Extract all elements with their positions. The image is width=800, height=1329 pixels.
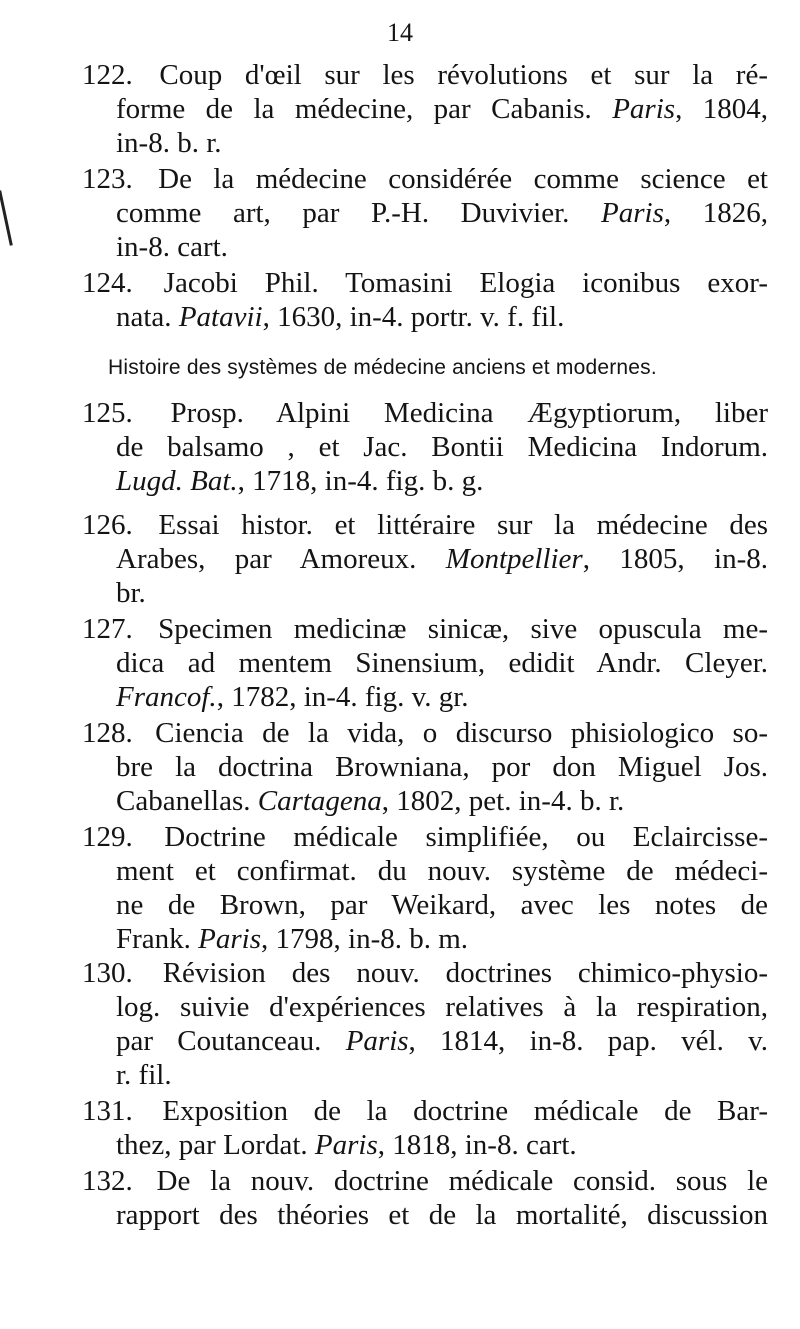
entry-number: 122. bbox=[82, 59, 133, 91]
entry-line bbox=[82, 680, 768, 714]
catalog-entry-131 bbox=[82, 1094, 768, 1162]
entry-text: Arabes, par Amoreux. bbox=[116, 543, 446, 575]
entry-text: Cabanellas. bbox=[116, 785, 258, 817]
entry-text: thez, par Lordat. bbox=[116, 1129, 315, 1161]
entry-text: r. fil. bbox=[116, 1059, 172, 1091]
entry-text: Exposition de la doctrine médicale de Bar- bbox=[136, 1095, 768, 1127]
entry-text: Doctrine médicale simplifiée, ou Eclaircisse- bbox=[136, 821, 768, 853]
entry-number: 125. bbox=[82, 397, 133, 429]
catalog-entry-125 bbox=[82, 396, 768, 498]
entry-line bbox=[82, 1024, 768, 1058]
entry-line bbox=[82, 92, 768, 126]
entry-text: , 1804, bbox=[675, 93, 768, 125]
entry-text: , 1802, pet. in-4. b. r. bbox=[381, 785, 625, 817]
entry-text: Essai histor. et littéraire sur la médecine des bbox=[136, 509, 768, 541]
entry-line bbox=[82, 1128, 768, 1162]
entry-number: 128. bbox=[82, 717, 133, 749]
entry-text: Ciencia de la vida, o discurso phisiologico so- bbox=[136, 717, 768, 749]
entry-text: , 1630, in-4. portr. v. f. fil. bbox=[262, 301, 565, 333]
entry-text: , 1718, in-4. fig. b. g. bbox=[237, 465, 484, 497]
entry-text: comme art, par P.-H. Duvivier. bbox=[116, 197, 602, 229]
catalog-entry-129 bbox=[82, 820, 768, 956]
entry-place: Lugd. Bat. bbox=[116, 465, 238, 497]
entry-text: in-8. cart. bbox=[116, 231, 228, 263]
entry-text: rapport des théories et de la mortalité, discussion bbox=[116, 1199, 768, 1231]
entry-text: Révision des nouv. doctrines chimico-physio- bbox=[136, 957, 768, 989]
entry-line bbox=[82, 576, 768, 610]
entry-place: Patavii bbox=[178, 301, 263, 333]
entry-text: br. bbox=[116, 577, 146, 609]
entry-place: Paris bbox=[198, 923, 262, 955]
entry-line bbox=[82, 266, 768, 300]
entry-line bbox=[82, 716, 768, 750]
catalog-entry-128 bbox=[82, 716, 768, 818]
entry-line bbox=[82, 508, 768, 542]
entry-text: Prosp. Alpini Medicina Ægyptiorum, liber bbox=[136, 397, 768, 429]
entry-place: Paris bbox=[601, 197, 664, 229]
page-edge-mark bbox=[0, 190, 13, 245]
entry-place: Paris bbox=[345, 1025, 409, 1057]
entry-text: de balsamo , et Jac. Bontii Medicina Indorum. bbox=[116, 431, 768, 463]
catalog-entry-127 bbox=[82, 612, 768, 714]
entry-text: Coup d'œil sur les révolutions et sur la ré- bbox=[136, 59, 768, 91]
entry-text: dica ad mentem Sinensium, edidit Andr. Cleyer. bbox=[116, 647, 768, 679]
entry-number: 123. bbox=[82, 163, 133, 195]
entry-text: Frank. bbox=[116, 923, 199, 955]
entry-line bbox=[82, 430, 768, 464]
catalog-entry-124 bbox=[82, 266, 768, 334]
catalog-entry-122 bbox=[82, 58, 768, 160]
entry-line bbox=[82, 464, 768, 498]
entry-number: 126. bbox=[82, 509, 133, 541]
entry-line bbox=[82, 922, 768, 956]
entry-number: 130. bbox=[82, 957, 133, 989]
entry-text: , 1826, bbox=[663, 197, 769, 229]
entry-number: 129. bbox=[82, 821, 133, 853]
entry-text: Specimen medicinæ sinicæ, sive opuscula me- bbox=[136, 613, 768, 645]
entry-text: Jacobi Phil. Tomasini Elogia iconibus exor- bbox=[136, 267, 768, 299]
entry-text: , 1798, in-8. b. m. bbox=[261, 923, 469, 955]
entry-line bbox=[82, 784, 768, 818]
entry-line bbox=[82, 854, 768, 888]
entry-text: , 1814, in-8. pap. vél. v. bbox=[408, 1025, 768, 1057]
entry-number: 132. bbox=[82, 1165, 133, 1197]
entry-line bbox=[82, 162, 768, 196]
entry-text: nata. bbox=[116, 301, 179, 333]
section-heading: Histoire des systèmes de médecine anciens et modernes. bbox=[108, 356, 657, 379]
entry-line bbox=[82, 1094, 768, 1128]
entry-line bbox=[82, 1164, 768, 1198]
entry-line bbox=[82, 396, 768, 430]
catalog-entry-126 bbox=[82, 508, 768, 610]
entry-line bbox=[82, 1198, 768, 1232]
catalog-entry-123 bbox=[82, 162, 768, 264]
entry-text: De la médecine considérée comme science et bbox=[136, 163, 768, 195]
entry-place: Paris bbox=[612, 93, 676, 125]
entry-line bbox=[82, 126, 768, 160]
entry-line bbox=[82, 58, 768, 92]
entry-text: par Coutanceau. bbox=[116, 1025, 346, 1057]
entry-place: Montpellier bbox=[445, 543, 583, 575]
entry-text: De la nouv. doctrine médicale consid. sous le bbox=[136, 1165, 768, 1197]
entry-line bbox=[82, 888, 768, 922]
entry-line bbox=[82, 1058, 768, 1092]
entry-line bbox=[82, 990, 768, 1024]
entry-line bbox=[82, 230, 768, 264]
entry-line bbox=[82, 542, 768, 576]
entry-number: 127. bbox=[82, 613, 133, 645]
entry-number: 131. bbox=[82, 1095, 133, 1127]
entry-line bbox=[82, 646, 768, 680]
entry-text: forme de la médecine, par Cabanis. bbox=[116, 93, 613, 125]
entry-line bbox=[82, 956, 768, 990]
entry-text: , 1782, in-4. fig. v. gr. bbox=[216, 681, 469, 713]
catalog-entry-132 bbox=[82, 1164, 768, 1232]
entry-text: , 1805, in-8. bbox=[582, 543, 768, 575]
page-number: 14 bbox=[387, 18, 413, 47]
entry-place: Paris bbox=[314, 1129, 378, 1161]
entry-number: 124. bbox=[82, 267, 133, 299]
catalog-entry-130 bbox=[82, 956, 768, 1092]
entry-text: , 1818, in-8. cart. bbox=[377, 1129, 577, 1161]
entry-line bbox=[82, 612, 768, 646]
entry-line bbox=[82, 750, 768, 784]
entry-text: in-8. b. r. bbox=[116, 127, 222, 159]
entry-place: Francof. bbox=[116, 681, 217, 713]
entry-place: Cartagena bbox=[257, 785, 382, 817]
entry-line bbox=[82, 300, 768, 334]
entry-text: log. suivie d'expériences relatives à la respiration, bbox=[116, 991, 768, 1023]
entry-line bbox=[82, 820, 768, 854]
entry-text: ne de Brown, par Weikard, avec les notes de bbox=[116, 889, 768, 921]
entry-line bbox=[82, 196, 768, 230]
entry-text: ment et confirmat. du nouv. système de médeci- bbox=[116, 855, 768, 887]
entry-text: bre la doctrina Browniana, por don Miguel Jos. bbox=[116, 751, 768, 783]
